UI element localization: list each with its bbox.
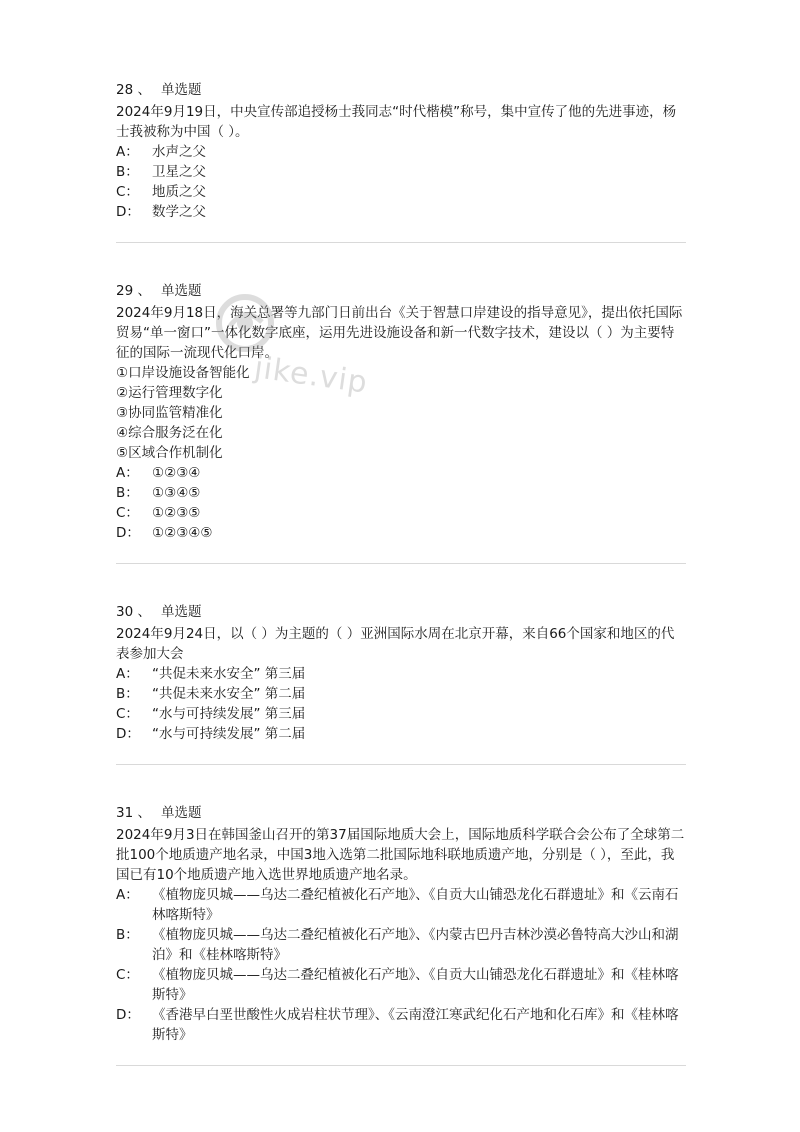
- option-d: [116, 523, 686, 543]
- option-text: ①②③④⑤: [152, 525, 213, 541]
- option-b: [116, 162, 686, 182]
- option-c: [116, 503, 686, 523]
- option-key: C：: [116, 184, 139, 200]
- statement-2: ②运行管理数字化: [116, 385, 223, 401]
- option-text: ①③④⑤: [152, 485, 201, 501]
- option-a: [116, 664, 686, 684]
- option-key: C：: [116, 706, 139, 722]
- option-key: B：: [116, 686, 139, 702]
- option-text: “共促未来水安全” 第二届: [152, 686, 306, 702]
- option-key: A：: [116, 887, 139, 903]
- option-text: 《植物庞贝城——乌达二叠纪植被化石产地》、《内蒙古巴丹吉林沙漠必鲁特高大沙山和湖泊》和《桂林喀斯特》: [152, 927, 679, 963]
- option-text: 卫星之父: [152, 164, 206, 180]
- option-key: D：: [116, 204, 140, 220]
- question-29: [116, 281, 686, 543]
- question-stem: 2024年9月3日在韩国釜山召开的第37届国际地质大会上，国际地质科学联合会公布了全球第二批100个地质遗产地名录，中国3地入选第二批国际地科联地质遗产地，分别是（ ），至此，我国已有10个地质遗产地入选世界地质遗产地名录。: [116, 827, 685, 883]
- option-key: D：: [116, 525, 140, 541]
- divider: [116, 764, 686, 765]
- option-text: 《香港早白垩世酸性火成岩柱状节理》、《云南澄江寒武纪化石产地和化石库》和《桂林喀斯特》: [152, 1007, 679, 1043]
- option-a: [116, 142, 686, 162]
- question-number: 31 、: [116, 805, 151, 821]
- option-key: B：: [116, 164, 139, 180]
- option-text: 数学之父: [152, 204, 206, 220]
- option-text: 水声之父: [152, 144, 206, 160]
- option-text: 《植物庞贝城——乌达二叠纪植被化石产地》、《自贡大山铺恐龙化石群遗址》和《云南石林喀斯特》: [152, 887, 679, 923]
- question-type: 单选题: [160, 604, 202, 620]
- option-d: [116, 724, 686, 744]
- option-a: [116, 463, 686, 483]
- option-text: ①②③④: [152, 465, 201, 481]
- option-b: [116, 925, 686, 965]
- option-key: B：: [116, 927, 139, 943]
- question-number: 29 、: [116, 283, 151, 299]
- option-b: [116, 684, 686, 704]
- option-key: B：: [116, 485, 139, 501]
- statement-5: ⑤区域合作机制化: [116, 445, 223, 461]
- question-stem: 2024年9月19日，中央宣传部追授杨士莪同志“时代楷模”称号，集中宣传了他的先进事迹，杨士莪被称为中国（ ）。: [116, 104, 677, 140]
- option-a: [116, 885, 686, 925]
- option-d: [116, 1005, 686, 1045]
- question-31: [116, 803, 686, 1045]
- watermark-text: jike.vip: [252, 350, 370, 401]
- option-text: “水与可持续发展” 第二届: [152, 726, 306, 742]
- option-c: [116, 704, 686, 724]
- option-key: D：: [116, 726, 140, 742]
- question-30: [116, 602, 686, 744]
- option-key: C：: [116, 967, 139, 983]
- divider: [116, 563, 686, 564]
- option-text: 地质之父: [152, 184, 206, 200]
- question-type: 单选题: [160, 82, 202, 98]
- option-text: ①②③⑤: [152, 505, 201, 521]
- statement-4: ④综合服务泛在化: [116, 425, 223, 441]
- option-key: A：: [116, 666, 139, 682]
- option-text: 《植物庞贝城——乌达二叠纪植被化石产地》、《自贡大山铺恐龙化石群遗址》和《桂林喀斯特》: [152, 967, 679, 1003]
- question-stem: 2024年9月18日，海关总署等九部门日前出台《关于智慧口岸建设的指导意见》，提出依托国际贸易“单一窗口”一体化数字底座，运用先进设施设备和新一代数字技术，建设以（ ）为主要特征的国际一流现代化口岸。: [116, 305, 683, 361]
- question-type: 单选题: [160, 283, 202, 299]
- option-d: [116, 202, 686, 222]
- question-stem: 2024年9月24日，以（ ）为主题的（ ）亚洲国际水周在北京开幕，来自66个国家和地区的代表参加大会: [116, 626, 675, 662]
- divider: [116, 242, 686, 243]
- option-text: “共促未来水安全” 第三届: [152, 666, 306, 682]
- question-number: 30 、: [116, 604, 151, 620]
- option-key: A：: [116, 465, 139, 481]
- statement-3: ③协同监管精准化: [116, 405, 223, 421]
- divider: [116, 1065, 686, 1066]
- option-key: D：: [116, 1007, 140, 1023]
- question-header: [116, 80, 686, 100]
- option-text: “水与可持续发展” 第三届: [152, 706, 306, 722]
- option-c: [116, 965, 686, 1005]
- question-header: [116, 602, 686, 622]
- option-c: [116, 182, 686, 202]
- question-28: [116, 80, 686, 222]
- option-b: [116, 483, 686, 503]
- question-header: [116, 803, 686, 823]
- option-key: A：: [116, 144, 139, 160]
- question-list: [116, 80, 686, 1104]
- question-type: 单选题: [160, 805, 202, 821]
- question-number: 28 、: [116, 82, 151, 98]
- statement-1: ①口岸设施设备智能化: [116, 365, 250, 381]
- option-key: C：: [116, 505, 139, 521]
- question-header: [116, 281, 686, 301]
